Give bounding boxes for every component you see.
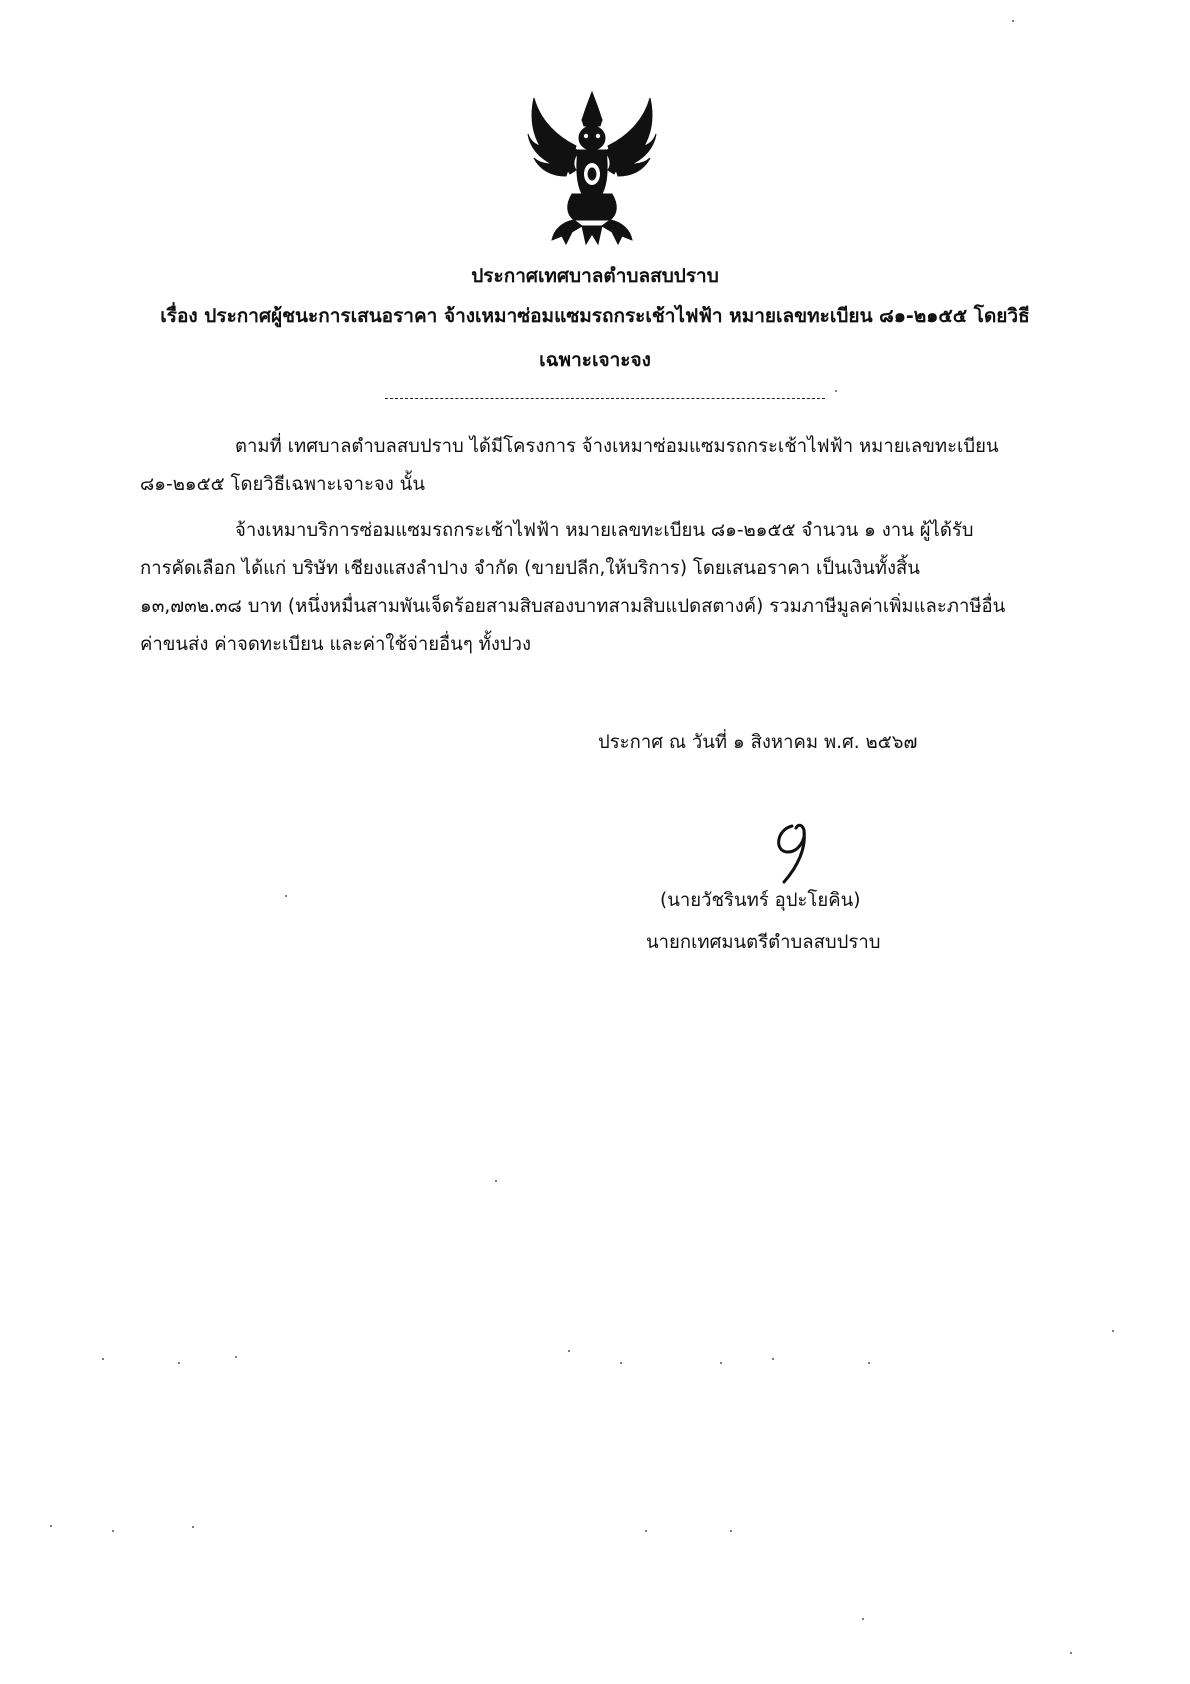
scan-speck [50, 1525, 52, 1527]
scan-speck [285, 895, 287, 897]
scan-speck [730, 1530, 732, 1532]
scan-speck [178, 1362, 180, 1364]
subject-line-2: เฉพาะเจาะจง [539, 349, 651, 371]
signatory-position: นายกเทศมนตรีตำบลสบปราบ [646, 932, 881, 953]
paragraph-2-line-4: ค่าขนส่ง ค่าจดทะเบียน และค่าใช้จ่ายอื่นๆ ทั้งปวง [140, 634, 532, 655]
issuer-title: ประกาศเทศบาลตำบลสบปราบ [471, 265, 719, 287]
subject-line-1: เรื่อง ประกาศผู้ชนะการเสนอราคา จ้างเหมาซ่อมแซมรถกระเช้าไฟฟ้า หมายเลขทะเบียน ๘๑-๒๑๕๕ โดยวิธี [160, 305, 1030, 327]
scan-speck [645, 1530, 647, 1532]
paragraph-2-line-3: ๑๓,๗๓๒.๓๘ บาท (หนึ่งหมื่นสามพันเจ็ดร้อยสามสิบสองบาทสามสิบแปดสตางค์) รวมภาษีมูลค่าเพิ่มและภาษีอื่น [140, 596, 1006, 617]
scan-speck [1012, 20, 1014, 22]
scan-speck [772, 1358, 774, 1360]
scan-speck [862, 1618, 864, 1620]
scan-speck [192, 1526, 194, 1528]
paragraph-2 [140, 512, 1030, 664]
signatory-name: (นายวัชรินทร์ อุปะโยคิน) [660, 890, 861, 911]
paragraph-1 [140, 428, 1030, 504]
scan-speck [835, 390, 837, 392]
scan-speck [720, 1362, 722, 1364]
paragraph-2-line-1: จ้างเหมาบริการซ่อมแซมรถกระเช้าไฟฟ้า หมายเลขทะเบียน ๘๑-๒๑๕๕ จำนวน ๑ งาน ผู้ได้รับ [235, 520, 974, 541]
scan-speck [112, 1530, 114, 1532]
scan-speck [1070, 1652, 1072, 1654]
scan-speck [235, 1356, 237, 1358]
paragraph-1-line-2: ๘๑-๒๑๕๕ โดยวิธีเฉพาะเจาะจง นั้น [140, 474, 425, 495]
scan-speck [102, 1358, 104, 1360]
announcement-date: ประกาศ ณ วันที่ ๑ สิงหาคม พ.ศ. ๒๕๖๗ [598, 732, 918, 753]
garuda-emblem-icon [526, 86, 658, 248]
paragraph-2-line-2: การคัดเลือก ได้แก่ บริษัท เชียงแสงลำปาง จำกัด (ขายปลีก,ให้บริการ) โดยเสนอราคา เป็นเงินทั้งสิ้น [140, 558, 920, 579]
scan-speck [495, 1180, 497, 1182]
scan-speck [620, 1362, 622, 1364]
scan-speck [568, 1350, 570, 1352]
scan-speck [868, 1362, 870, 1364]
divider-line [385, 398, 825, 399]
scan-speck [1112, 1330, 1114, 1332]
paragraph-1-line-1: ตามที่ เทศบาลตำบลสบปราบ ได้มีโครงการ จ้างเหมาซ่อมแซมรถกระเช้าไฟฟ้า หมายเลขทะเบียน [235, 436, 999, 457]
handwritten-signature-icon [758, 818, 830, 888]
